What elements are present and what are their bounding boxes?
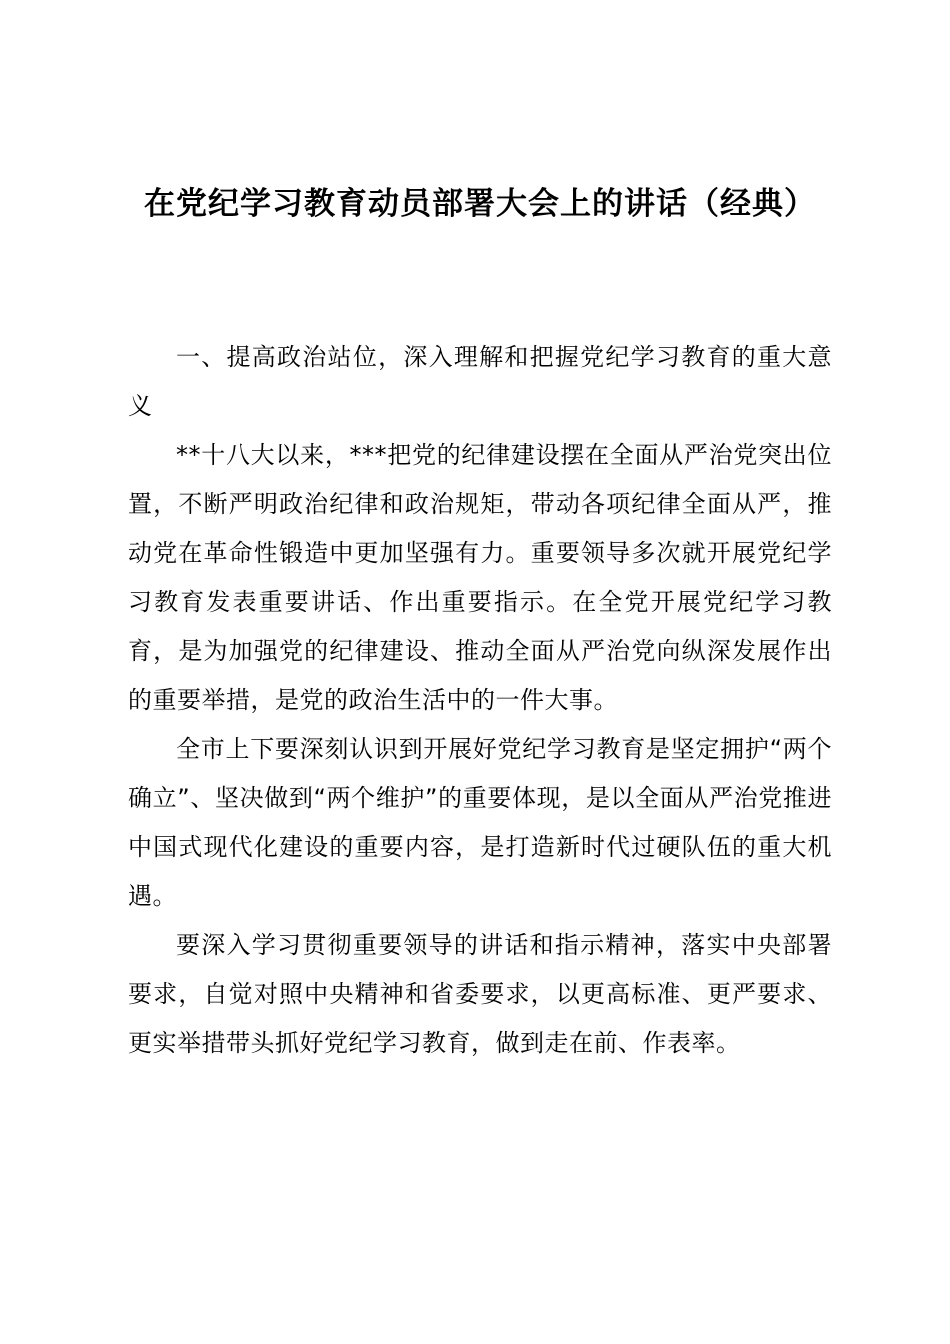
document-title: 在党纪学习教育动员部署大会上的讲话（经典） — [144, 186, 816, 222]
document-body — [128, 333, 832, 1068]
body-paragraph: **十八大以来，***把党的纪律建设摆在全面从严治党突出位置，不断严明政治纪律和政治规矩，带动各项纪律全面从严，推动党在革命性锻造中更加坚强有力。重要领导多次就开展党纪学习教育发表重要讲话、作出重要指示。在全党开展党纪学习教育，是为加强党的纪律建设、推动全面从严治党向纵深发展作出的重要举措，是党的政治生活中的一件大事。 — [128, 441, 832, 714]
body-paragraph: 要深入学习贯彻重要领导的讲话和指示精神，落实中央部署要求，自觉对照中央精神和省委要求，以更高标准、更严要求、更实举措带头抓好党纪学习教育，做到走在前、作表率。 — [128, 931, 832, 1057]
section-heading: 一、提高政治站位，深入理解和把握党纪学习教育的重大意义 — [128, 343, 832, 420]
body-paragraph: 全市上下要深刻认识到开展好党纪学习教育是坚定拥护“两个确立”、坚决做到“两个维护”的重要体现，是以全面从严治党推进中国式现代化建设的重要内容，是打造新时代过硬队伍的重大机遇。 — [128, 735, 832, 910]
